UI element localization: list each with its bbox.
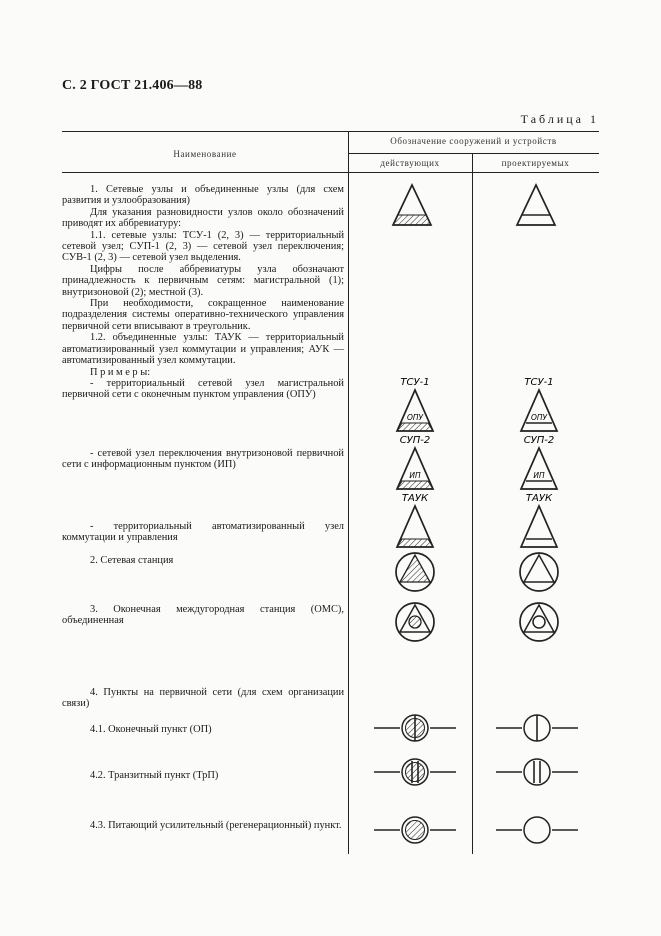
item-2-network-station: 2. Сетевая станция bbox=[90, 555, 174, 566]
item-4-3-pup: 4.3. Питающий усилительный (регенерационный) пункт. bbox=[90, 820, 342, 831]
para-5: При необходимости, сокращенное наименование подразделения системы оперативно-технического управления первичной сети вписывают в треугольник. bbox=[62, 298, 344, 332]
network-node-triangle-existing bbox=[390, 182, 434, 228]
tsu-opu-symbol-projected bbox=[519, 376, 559, 436]
network-station-symbol-projected bbox=[517, 550, 561, 594]
tauk-label-existing: ТАУК bbox=[401, 493, 429, 504]
opu-label-existing: ОПУ bbox=[406, 413, 424, 422]
oms-symbol-projected bbox=[517, 600, 561, 644]
tsu-label-existing: ТСУ-1 bbox=[400, 377, 430, 388]
network-station-symbol-existing bbox=[393, 550, 437, 594]
example-tsu: - территориальный сетевой узел магистральной первичной сети с оконечным пунктом управления (ОПУ) bbox=[62, 377, 344, 401]
table-top-rule bbox=[62, 131, 599, 132]
para-2: Для указания разновидности узлов около обозначений приводят их аббревиатуру: bbox=[62, 206, 344, 230]
sup-ip-symbol-existing bbox=[395, 434, 435, 494]
table-label: Таблица 1 bbox=[520, 112, 599, 126]
transit-point-symbol-existing bbox=[372, 757, 458, 787]
terminal-point-symbol-projected bbox=[494, 713, 580, 743]
network-node-triangle-projected bbox=[514, 182, 558, 228]
sup-ip-symbol-projected bbox=[519, 434, 559, 494]
page-header: С. 2 ГОСТ 21.406—88 bbox=[62, 78, 203, 93]
opu-label-projected: ОПУ bbox=[530, 413, 548, 422]
column-header-name: Наименование bbox=[173, 149, 237, 159]
sup-label-projected: СУП-2 bbox=[523, 435, 555, 446]
tauk-label-projected: ТАУК bbox=[525, 493, 553, 504]
para-3: 1.1. сетевые узлы: ТСУ-1 (2, 3) — территориальный сетевой узел; СУП-1 (2, 3) — сетевой узел переключения; СУВ-1 (2, 3) — сетевой узел выделения. bbox=[62, 229, 344, 264]
tsu-opu-symbol-existing bbox=[395, 376, 435, 436]
header-split-rule bbox=[348, 153, 599, 154]
item-4-2-trp: 4.2. Транзитный пункт (ТрП) bbox=[90, 770, 219, 781]
tsu-label-projected: ТСУ-1 bbox=[524, 377, 554, 388]
column-header-designation: Обозначение сооружений и устройств bbox=[390, 136, 557, 146]
example-sup: - сетевой узел переключения внутризоновой первичной сети с информационным пунктом (ИП) bbox=[62, 448, 344, 471]
example-tauk: - территориальный автоматизированный узел коммутации и управления bbox=[62, 521, 344, 544]
item-4-1-op: 4.1. Оконечный пункт (ОП) bbox=[90, 724, 212, 735]
transit-point-symbol-projected bbox=[494, 757, 580, 787]
ip-label-projected: ИП bbox=[533, 471, 545, 480]
item-4-points: 4. Пункты на первичной сети (для схем организации связи) bbox=[62, 687, 344, 710]
examples-label: П р и м е р ы: bbox=[90, 366, 151, 378]
amplifier-point-symbol-existing bbox=[372, 815, 458, 845]
para-4: Цифры после аббревиатуры узла обозначают принадлежность к первичным сетям: магистральной (1); внутризоновой (2); местной (3). bbox=[62, 263, 344, 298]
col-divider-2 bbox=[472, 153, 473, 854]
header-bottom-rule bbox=[62, 172, 599, 173]
tauk-symbol-projected bbox=[519, 492, 559, 552]
section-1-text bbox=[62, 184, 344, 401]
col-divider-1 bbox=[348, 131, 349, 854]
sup-label-existing: СУП-2 bbox=[399, 435, 431, 446]
para-6: 1.2. объединенные узлы: ТАУК — территориальный автоматизированный узел коммутации и управления; АУК — автоматизированный узел коммутации. bbox=[62, 332, 344, 367]
ip-label-existing: ИП bbox=[409, 471, 421, 480]
column-header-projected: проектируемых bbox=[501, 158, 570, 168]
oms-symbol-existing bbox=[393, 600, 437, 644]
item-3-oms: 3. Оконечная междугородная станция (ОМС), объединенная bbox=[62, 604, 344, 627]
terminal-point-symbol-existing bbox=[372, 713, 458, 743]
para-1: 1. Сетевые узлы и объединенные узлы (для схем развития и узлообразования) bbox=[62, 184, 344, 207]
column-header-existing: действующих bbox=[380, 158, 440, 168]
tauk-symbol-existing bbox=[395, 492, 435, 552]
amplifier-point-symbol-projected bbox=[494, 815, 580, 845]
